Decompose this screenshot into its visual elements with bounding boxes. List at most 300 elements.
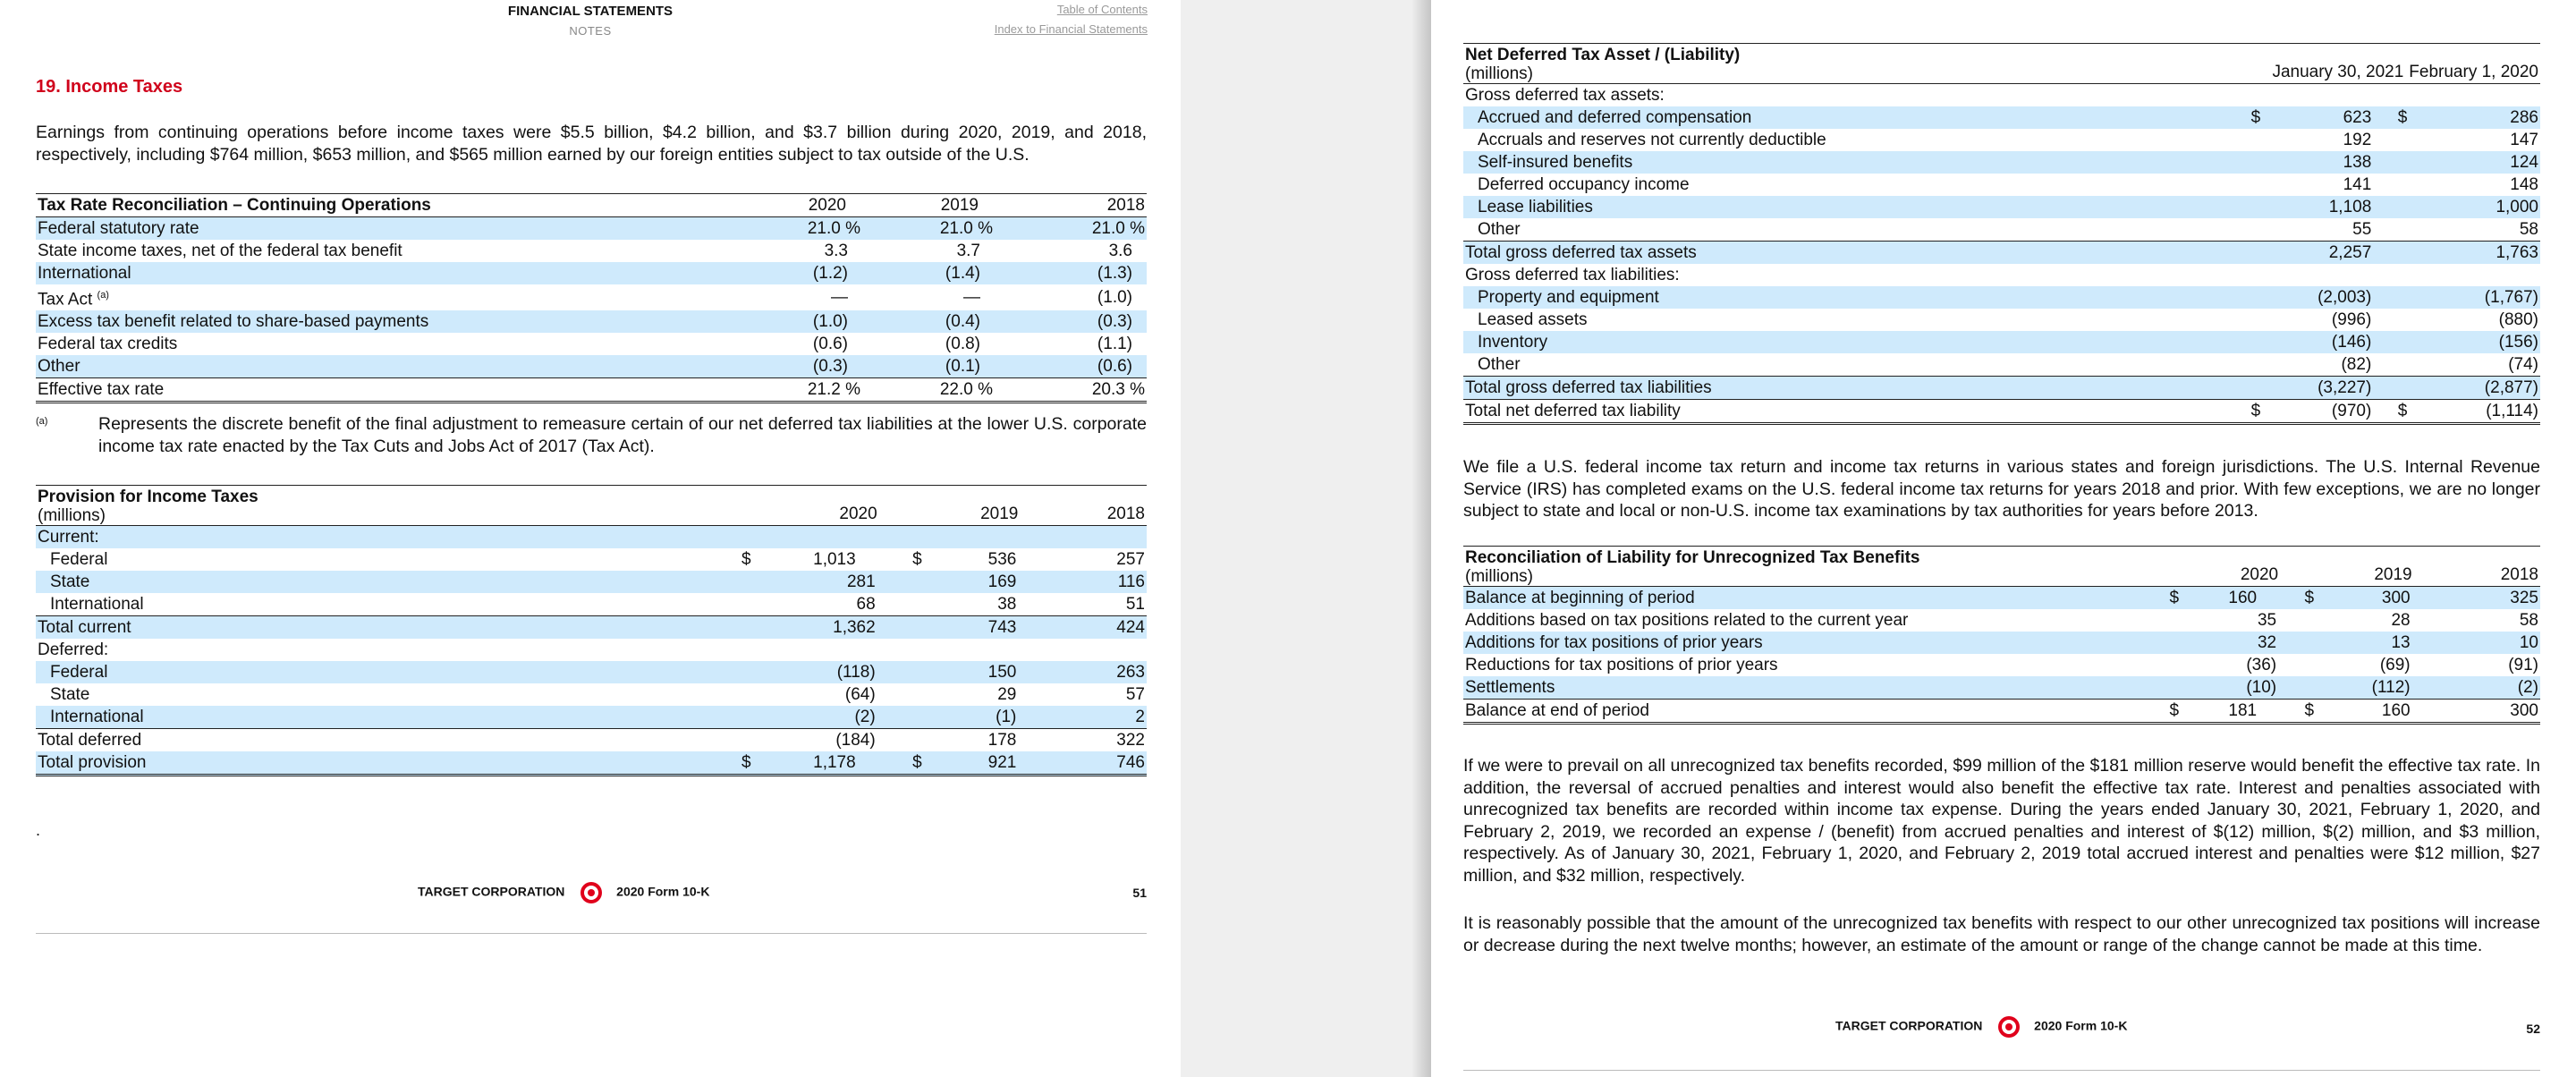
- cell-value: [761, 639, 922, 661]
- cell-number: 160: [2228, 589, 2258, 607]
- cell-value: [2190, 632, 2315, 654]
- cell-value: 1,000: [2407, 196, 2540, 218]
- cell-value: [2407, 84, 2540, 107]
- cell-value: 300: [2335, 587, 2436, 610]
- spacer: [2168, 632, 2190, 654]
- table-row: [36, 378, 1147, 403]
- prov-year-2020: 2020: [761, 486, 922, 526]
- dollar-sign: $: [2168, 587, 2190, 610]
- table-row: [1463, 609, 2540, 632]
- cell-value: (74): [2508, 355, 2538, 374]
- target-logo-icon: [1998, 1016, 2020, 1038]
- spacer: [922, 548, 944, 571]
- unr-year-2019: 2019: [2335, 547, 2436, 587]
- cell-value: [2270, 400, 2407, 424]
- row-label: Reductions for tax positions of prior years: [1465, 656, 1778, 674]
- spacer: [740, 616, 761, 640]
- cell-value: (0.3): [1014, 310, 1147, 333]
- cell-value: 178: [944, 729, 1042, 752]
- dollar-sign: $: [741, 550, 751, 569]
- cell-value: 22.0 %: [882, 378, 1014, 403]
- table-row: [1463, 242, 2540, 265]
- cell-value: [2270, 174, 2407, 196]
- cell-value: (2): [2436, 676, 2540, 700]
- cell-value: [2190, 676, 2315, 700]
- dollar-sign: $: [2397, 108, 2408, 127]
- spacer: [922, 661, 944, 683]
- cell-number: 1,362: [833, 618, 876, 637]
- cell-value: 300: [2436, 700, 2540, 724]
- cell-value: [2270, 129, 2407, 151]
- table-row: [1463, 353, 2540, 377]
- row-label: Federal: [50, 550, 108, 569]
- cell-number: (10): [2246, 678, 2277, 697]
- spacer: [2250, 242, 2271, 265]
- dollar-sign: $: [2250, 106, 2271, 129]
- cell-number: 141: [2343, 175, 2372, 194]
- cell-number: (118): [836, 663, 876, 682]
- spacer: [2314, 587, 2335, 610]
- cell-value: [944, 639, 1042, 661]
- cell-value: [761, 751, 922, 776]
- spacer: [922, 639, 944, 661]
- cell-number: 181: [2228, 701, 2258, 720]
- cell-value: [761, 729, 922, 752]
- cell-value: [2270, 331, 2407, 353]
- spacer: [740, 639, 761, 661]
- prov-year-2019: 2019: [944, 486, 1042, 526]
- spacer: [2250, 151, 2271, 174]
- row-label: Current:: [36, 526, 740, 549]
- table-row: [1463, 331, 2540, 353]
- table-row: [1463, 400, 2540, 424]
- row-label: Federal: [36, 661, 740, 683]
- cell-value: (880): [2498, 310, 2538, 329]
- cell-value: 2: [1041, 706, 1147, 729]
- dollar-sign: $: [2397, 402, 2408, 420]
- spacer: [2314, 700, 2335, 724]
- right-footer: [1835, 1016, 2127, 1038]
- cell-value: [1041, 639, 1147, 661]
- irs-paragraph: We file a U.S. federal income tax return and income tax returns in various states and foreign jurisdictions. The U.S. Internal Revenue Service (IRS) has completed exams on the U.S. federal income tax returns for years 2018 and prior. With few exceptions, we are no longer subject to state and local or non-U.S. income tax examinations by tax authorities for years before 2013.: [1463, 457, 2540, 521]
- cell-value: [2190, 700, 2315, 724]
- cell-value: [2270, 106, 2407, 129]
- table-row: [36, 593, 1147, 616]
- unrecognized-tax-benefits-table: [1463, 546, 2540, 725]
- cell-value: (0.8): [945, 335, 980, 354]
- table-row: [36, 706, 1147, 729]
- cell-number: 68: [856, 595, 876, 614]
- cell-value: 322: [1041, 729, 1147, 752]
- row-label: Total current: [36, 616, 740, 640]
- row-label: State: [36, 571, 740, 593]
- spacer: [2168, 654, 2190, 676]
- row-label-text: Federal statutory rate: [38, 219, 199, 238]
- footnote-ref: (a): [97, 290, 109, 301]
- spacer: [740, 526, 761, 549]
- row-label: [36, 262, 751, 284]
- cell-number: 192: [2343, 131, 2372, 149]
- cell-number: 32: [2257, 633, 2277, 652]
- cell-number: 1,013: [813, 550, 856, 569]
- table-row: [1463, 377, 2540, 400]
- spacer: [2250, 174, 2271, 196]
- cell-value: 921: [944, 751, 1042, 776]
- tax-rate-reconciliation-table: [36, 193, 1147, 403]
- spacer: [2250, 129, 2271, 151]
- row-label: Gross deferred tax assets:: [1465, 86, 1665, 105]
- unrecognized-table-units: (millions): [1465, 567, 1533, 586]
- spacer: [922, 593, 944, 616]
- spacer: [2250, 84, 2271, 107]
- rate-year-2020: 2020: [751, 194, 882, 217]
- cell-value: (156): [2407, 331, 2540, 353]
- row-label-text: Other: [38, 357, 80, 377]
- table-row: [36, 240, 1147, 262]
- deferred-col-2020: February 1, 2020: [2407, 44, 2540, 84]
- cell-value: 263: [1041, 661, 1147, 683]
- footer-form: 2020 Form 10-K: [2034, 1018, 2128, 1033]
- cell-value: (1.0): [1097, 288, 1132, 308]
- rate-year-2019: 2019: [882, 194, 1014, 217]
- table-row: [1463, 632, 2540, 654]
- cell-value: [761, 526, 922, 549]
- table-row: [1463, 286, 2540, 309]
- cell-value: [1041, 526, 1147, 549]
- cell-value: 424: [1041, 616, 1147, 640]
- row-label: [36, 355, 751, 378]
- spacer: [740, 593, 761, 616]
- spacer: [2168, 676, 2190, 700]
- spacer: [2314, 676, 2335, 700]
- table-row: [36, 661, 1147, 683]
- prevail-paragraph: If we were to prevail on all unrecognized tax benefits recorded, $99 million of the $181 million reserve would benefit the effective tax rate. In addition, the reversal of accrued penalties and interest would also benefit the effective tax rate. Interest and penalties associated with unrecognized tax benefits are recorded within income tax expense. During the years ended January 30, 2021, February 1, 2020, and February 2, 2019, we recorded an expense / (benefit) from accrued penalties and interest of $(12) million, $(2) million, and $3 million, respectively. As of January 30, 2021, February 1, 2020, and February 2, 2019 total accrued interest and penalties were $12 million, $27 million, and $32 million, respectively.: [1463, 756, 2540, 886]
- cell-value: 51: [1125, 595, 1145, 614]
- cell-number: (3,227): [2318, 378, 2372, 397]
- spacer: [2314, 609, 2335, 632]
- cell-value: 21.0 %: [1014, 217, 1147, 241]
- row-label: Deferred occupancy income: [1478, 175, 1690, 194]
- cell-value: (2,877): [2407, 377, 2540, 400]
- row-label: Leased assets: [1478, 310, 1588, 329]
- cell-value: (1.1): [1097, 335, 1132, 354]
- spacer: [740, 683, 761, 706]
- table-row: [1463, 129, 2540, 151]
- table-row: [1463, 264, 2540, 286]
- unrecognized-table-title: Reconciliation of Liability for Unrecognized Tax Benefits: [1465, 548, 1920, 567]
- cell-value: 57: [1125, 685, 1145, 704]
- table-row: [1463, 654, 2540, 676]
- cell-number: (64): [844, 685, 876, 704]
- cell-value: 148: [2510, 175, 2538, 194]
- net-deferred-tax-table: [1463, 43, 2540, 425]
- cell-value: (0.1): [882, 355, 1014, 378]
- row-label: Lease liabilities: [1463, 196, 2250, 218]
- spacer: [740, 729, 761, 752]
- row-label-text: Effective tax rate: [38, 380, 165, 400]
- spacer: [922, 751, 944, 776]
- cell-number: (970): [2331, 402, 2372, 420]
- right-page-number: 52: [2526, 1022, 2540, 1036]
- cell-value: —: [963, 288, 980, 308]
- spacer: [2250, 264, 2271, 286]
- cell-value: 286: [2407, 106, 2540, 129]
- right-page: [1431, 0, 2576, 1077]
- cell-value: 536: [987, 550, 1017, 569]
- cell-value: [2190, 609, 2315, 632]
- cell-number: 281: [846, 572, 876, 591]
- index-to-financial-statements-link[interactable]: Index to Financial Statements: [994, 22, 1148, 36]
- cell-value: 743: [944, 616, 1042, 640]
- cell-value: (69): [2379, 656, 2411, 674]
- footer-company: TARGET CORPORATION: [1835, 1018, 1983, 1033]
- cell-number: (184): [835, 731, 876, 750]
- cell-value: 746: [1041, 751, 1147, 776]
- row-label: Total net deferred tax liability: [1463, 400, 2250, 424]
- cell-value: (1,767): [2407, 286, 2540, 309]
- cell-value: (0.6): [812, 335, 848, 354]
- row-label: [36, 217, 751, 241]
- spacer: [922, 683, 944, 706]
- row-label: International: [36, 706, 740, 729]
- header-title: FINANCIAL STATEMENTS: [507, 4, 674, 19]
- cell-value: [2270, 242, 2407, 265]
- row-label: International: [50, 595, 144, 614]
- table-row: [36, 526, 1147, 549]
- cell-value: [2407, 264, 2540, 286]
- table-row: [36, 333, 1147, 355]
- deferred-table-title: Net Deferred Tax Asset / (Liability): [1465, 46, 1741, 64]
- provision-table-title: Provision for Income Taxes: [38, 488, 258, 506]
- cell-number: (996): [2331, 310, 2372, 329]
- cell-value: 10: [2436, 632, 2540, 654]
- row-label: Other: [1478, 220, 1521, 239]
- cell-value: [2270, 286, 2407, 309]
- row-label: Deferred:: [38, 640, 109, 659]
- cell-value: [2190, 654, 2315, 676]
- spacer: [740, 706, 761, 729]
- dollar-sign: $: [2304, 701, 2315, 720]
- cell-value: [761, 593, 922, 616]
- cell-value: [2270, 151, 2407, 174]
- table-row: [36, 262, 1147, 284]
- table-row: [36, 683, 1147, 706]
- row-label: Accruals and reserves not currently deductible: [1478, 131, 1826, 149]
- cell-value: (0.6): [1014, 355, 1147, 378]
- row-label-text: Tax Act: [38, 290, 93, 310]
- row-label: [36, 284, 751, 310]
- footnote-mark: (a): [36, 416, 48, 427]
- table-row: [36, 729, 1147, 752]
- cell-value: [2270, 309, 2407, 331]
- left-page: [0, 0, 1181, 1077]
- deferred-table-units: (millions): [1465, 64, 1533, 83]
- cell-number: 1,178: [813, 753, 856, 772]
- cell-value: 257: [1116, 550, 1145, 569]
- table-row: [1463, 218, 2540, 242]
- cell-value: [2190, 587, 2315, 610]
- spacer: [922, 706, 944, 729]
- cell-value: 3.7: [956, 242, 980, 260]
- table-row: [1463, 587, 2540, 610]
- cell-value: 58: [2519, 220, 2538, 239]
- cell-value: 21.0 %: [751, 217, 882, 241]
- stray-dot: .: [36, 821, 41, 839]
- cell-value: [944, 526, 1042, 549]
- cell-value: [2270, 377, 2407, 400]
- cell-number: 1,108: [2328, 198, 2372, 216]
- table-row: [36, 751, 1147, 776]
- cell-value: 3.6: [1108, 242, 1132, 260]
- cell-value: (1,114): [2407, 400, 2540, 424]
- cell-value: 38: [997, 595, 1017, 614]
- spacer: [922, 526, 944, 549]
- table-of-contents-link[interactable]: Table of Contents: [1056, 3, 1148, 16]
- table-row: [36, 310, 1147, 333]
- cell-value: 169: [944, 571, 1042, 593]
- table-row: [1463, 174, 2540, 196]
- cell-number: 35: [2257, 611, 2277, 630]
- spacer: [922, 571, 944, 593]
- row-label: Settlements: [1463, 676, 2168, 700]
- cell-value: 1,763: [2407, 242, 2540, 265]
- table-row: [36, 548, 1147, 571]
- spacer: [922, 616, 944, 640]
- dollar-sign: $: [912, 753, 922, 772]
- spacer: [2250, 218, 2271, 242]
- row-label: Balance at beginning of period: [1463, 587, 2168, 610]
- cell-value: 116: [1041, 571, 1147, 593]
- row-label-text: Excess tax benefit related to share-based payments: [38, 312, 429, 332]
- deferred-col-2021: January 30, 2021: [2270, 44, 2407, 84]
- table-row: [1463, 84, 2540, 107]
- spacer: [740, 571, 761, 593]
- left-page-number: 51: [1132, 886, 1147, 900]
- spacer: [2250, 353, 2271, 377]
- row-label: Accrued and deferred compensation: [1463, 106, 2250, 129]
- table-row: [36, 217, 1147, 241]
- cell-value: 3.3: [824, 242, 848, 260]
- row-label: Balance at end of period: [1463, 700, 2168, 724]
- cell-value: [2270, 353, 2407, 377]
- target-logo-icon: [580, 882, 602, 903]
- dollar-sign: $: [2168, 700, 2190, 724]
- spacer: [2250, 196, 2271, 218]
- cell-value: 29: [997, 685, 1017, 704]
- cell-value: [2270, 84, 2407, 107]
- cell-number: (2): [854, 708, 876, 726]
- spacer: [2314, 654, 2335, 676]
- row-label: [36, 310, 751, 333]
- unr-year-2020: 2020: [2190, 547, 2315, 587]
- prov-year-2018: 2018: [1041, 486, 1147, 526]
- spacer: [2314, 632, 2335, 654]
- dollar-sign: $: [912, 550, 922, 569]
- table-row: [36, 571, 1147, 593]
- cell-value: [761, 616, 922, 640]
- cell-value: 147: [2510, 131, 2538, 149]
- row-label: [36, 378, 751, 403]
- row-label: State: [50, 685, 90, 704]
- cell-value: (0.3): [751, 355, 882, 378]
- cell-value: [761, 683, 922, 706]
- row-label-text: State income taxes, net of the federal tax benefit: [38, 242, 402, 260]
- cell-value: [761, 571, 922, 593]
- cell-number: 623: [2343, 108, 2372, 127]
- row-label: Property and equipment: [1463, 286, 2250, 309]
- row-label-text: International: [38, 264, 131, 283]
- rate-footnote: Represents the discrete benefit of the final adjustment to remeasure certain of our net deferred tax liabilities at the lower U.S. corporate income tax rate enacted by the Tax Cuts and Jobs Act of 2017 (Tax Act).: [98, 414, 1147, 456]
- cell-value: 325: [2436, 587, 2540, 610]
- table-row: [36, 284, 1147, 310]
- spacer: [740, 661, 761, 683]
- table-row: [1463, 196, 2540, 218]
- cell-value: 21.2 %: [751, 378, 882, 403]
- row-label: Inventory: [1463, 331, 2250, 353]
- dollar-sign: $: [740, 751, 761, 776]
- cell-number: 138: [2343, 153, 2372, 172]
- left-footer-rule: [36, 933, 1147, 934]
- spacer: [2250, 309, 2271, 331]
- spacer: [922, 729, 944, 752]
- table-row: [1463, 676, 2540, 700]
- row-label: Additions for tax positions of prior years: [1463, 632, 2168, 654]
- cell-value: 28: [2391, 611, 2411, 630]
- spacer: [2250, 377, 2271, 400]
- cell-number: 2,257: [2328, 243, 2372, 262]
- cell-value: 150: [944, 661, 1042, 683]
- cell-value: (1.2): [751, 262, 882, 284]
- row-label: Total gross deferred tax assets: [1463, 242, 2250, 265]
- cell-value: —: [831, 288, 848, 308]
- rate-table-title: Tax Rate Reconciliation – Continuing Operations: [36, 194, 751, 217]
- cell-value: [2270, 196, 2407, 218]
- table-row: [1463, 106, 2540, 129]
- row-label-text: Federal tax credits: [38, 335, 178, 354]
- cell-number: (2,003): [2318, 288, 2372, 307]
- cell-value: (1.4): [882, 262, 1014, 284]
- right-footer-rule: [1463, 1070, 2540, 1071]
- cell-value: 124: [2407, 151, 2540, 174]
- spacer: [2168, 609, 2190, 632]
- row-label: [36, 240, 751, 262]
- cell-number: (82): [2341, 355, 2372, 374]
- dollar-sign: $: [2250, 400, 2271, 424]
- table-row: [36, 639, 1147, 661]
- unr-year-2018: 2018: [2436, 547, 2540, 587]
- intro-paragraph: Earnings from continuing operations before income taxes were $5.5 billion, $4.2 billion, and $3.7 billion during 2020, 2019, and 2018, respectively, including $764 million, $653 million, and $565 million earned by our foreign entities subject to tax outside of the U.S.: [36, 123, 1147, 165]
- cell-value: (91): [2508, 656, 2538, 674]
- spacer: [2250, 331, 2271, 353]
- spacer: [2250, 286, 2271, 309]
- cell-value: 160: [2335, 700, 2436, 724]
- section-title: 19. Income Taxes: [36, 77, 183, 97]
- table-row: [1463, 700, 2540, 724]
- cell-number: (36): [2246, 656, 2277, 674]
- row-label: Total provision: [36, 751, 740, 776]
- possible-paragraph: It is reasonably possible that the amount of the unrecognized tax benefits with respect to our other unrecognized tax positions will increase or decrease during the next twelve months; however, an estimate of the amount or range of the change cannot be made at this time.: [1463, 913, 2540, 955]
- footer-company: TARGET CORPORATION: [418, 884, 565, 899]
- table-row: [36, 355, 1147, 378]
- dollar-sign: $: [2304, 589, 2315, 607]
- cell-value: (112): [2335, 676, 2436, 700]
- cell-value: 20.3 %: [1014, 378, 1147, 403]
- left-footer: [418, 882, 709, 903]
- cell-value: 58: [2519, 611, 2538, 630]
- cell-value: (1.0): [751, 310, 882, 333]
- cell-value: [761, 661, 922, 683]
- row-label: Additions based on tax positions related to the current year: [1465, 611, 1909, 630]
